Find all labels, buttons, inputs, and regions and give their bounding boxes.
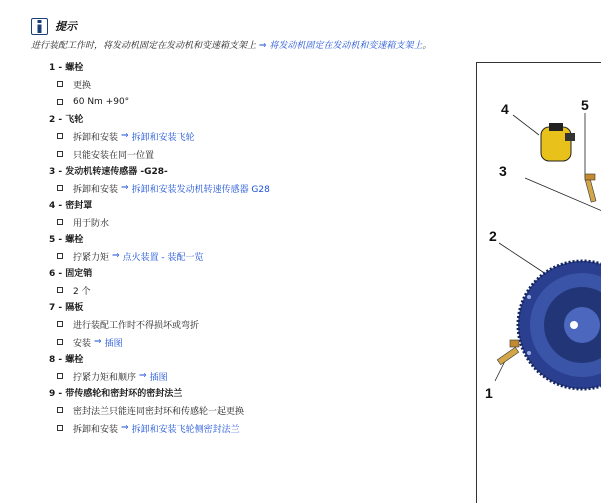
reference-arrow: ⇒ [121, 131, 129, 141]
reference-arrow: ⇒ [121, 423, 129, 433]
bullet-text: 拆卸和安装 [73, 132, 119, 143]
bullet-row [57, 318, 469, 330]
square-bullet-icon [57, 425, 63, 431]
square-bullet-icon [57, 99, 63, 105]
item-title: 8 - 螺栓 [49, 355, 84, 365]
note-title: 提示 [55, 20, 77, 33]
note-text-body: 进行装配工作时，将发动机固定在发动机和变速箱支架上 [31, 41, 257, 51]
bolt-5-icon [585, 174, 596, 202]
reference-arrow: ⇒ [112, 251, 120, 261]
square-bullet-icon [57, 81, 63, 87]
list-item [49, 62, 469, 108]
reference-link[interactable]: 拆卸和安装飞轮侧密封法兰 [131, 424, 240, 435]
reference-link[interactable]: 插图 [104, 338, 123, 349]
reference-link[interactable]: 插图 [149, 372, 168, 383]
item-title: 5 - 螺栓 [49, 235, 84, 245]
note-box [31, 16, 591, 51]
info-icon [31, 18, 48, 35]
bullet-row [57, 284, 469, 296]
bullet-text: 进行装配工作时不得损坏或弯折 [73, 320, 200, 331]
note-arrow: ⇒ [258, 41, 267, 51]
bolt-1-icon [497, 340, 519, 365]
bullet-row [57, 336, 469, 348]
note-text [31, 38, 591, 51]
item-title: 3 - 发动机转速传感器 -G28- [49, 167, 168, 177]
bullet-row [57, 130, 469, 142]
list-item [49, 166, 469, 194]
callout-5: 5 [581, 97, 589, 113]
note-link[interactable]: 将发动机固定在发动机和变速箱支架上 [269, 41, 423, 51]
list-item [49, 114, 469, 160]
item-title: 7 - 隔板 [49, 303, 84, 313]
bullet-text: 拧紧力矩和顺序 [73, 372, 137, 383]
bullet-row [57, 422, 469, 434]
item-title: 1 - 螺栓 [49, 63, 84, 73]
item-title: 9 - 带传感轮和密封环的密封法兰 [49, 389, 183, 399]
list-item [49, 200, 469, 228]
bullet-text: 拆卸和安装 [73, 184, 119, 195]
bullet-row [57, 182, 469, 194]
item-title: 2 - 飞轮 [49, 115, 84, 125]
item-title: 6 - 固定销 [49, 269, 93, 279]
square-bullet-icon [57, 219, 63, 225]
note-header [31, 16, 591, 36]
reference-link[interactable]: 拆卸和安装飞轮 [131, 132, 195, 143]
bullet-text: 2 个 [73, 286, 91, 297]
square-bullet-icon [57, 185, 63, 191]
square-bullet-icon [57, 373, 63, 379]
square-bullet-icon [57, 151, 63, 157]
bullet-text: 60 Nm +90° [73, 97, 130, 107]
bullet-text: 只能安装在同一位置 [73, 150, 155, 161]
callout-1: 1 [485, 385, 493, 401]
speed-sensor-icon [541, 123, 575, 161]
list-item [49, 388, 469, 434]
square-bullet-icon [57, 287, 63, 293]
reference-arrow: ⇒ [121, 183, 129, 193]
square-bullet-icon [57, 407, 63, 413]
bullet-row [57, 96, 469, 108]
bullet-row [57, 148, 469, 160]
leader-4 [513, 115, 539, 135]
callout-4: 4 [501, 101, 509, 117]
reference-arrow: ⇒ [94, 337, 102, 347]
flywheel-icon [518, 261, 601, 389]
square-bullet-icon [57, 339, 63, 345]
list-item [49, 354, 469, 382]
bullet-text: 密封法兰只能连同密封环和传感轮一起更换 [73, 406, 245, 417]
square-bullet-icon [57, 253, 63, 259]
bullet-row [57, 250, 469, 262]
reference-link[interactable]: 拆卸和安装发动机转速传感器 G28 [131, 184, 270, 195]
item-title: 4 - 密封罩 [49, 201, 93, 211]
list-item [49, 268, 469, 296]
bullet-text: 拧紧力矩 [73, 252, 110, 263]
list-item [49, 234, 469, 262]
bullet-text: 用于防水 [73, 218, 110, 229]
bullet-text: 更换 [73, 80, 92, 91]
callout-2: 2 [489, 228, 497, 244]
bullet-text: 拆卸和安装 [73, 424, 119, 435]
reference-link[interactable]: 点火装置 - 装配一览 [122, 252, 204, 263]
bullet-text: 安装 [73, 338, 92, 349]
square-bullet-icon [57, 133, 63, 139]
square-bullet-icon [57, 321, 63, 327]
reference-arrow: ⇒ [139, 371, 147, 381]
bullet-row [57, 404, 469, 416]
callout-3: 3 [499, 163, 507, 179]
list-item [49, 302, 469, 348]
bullet-row [57, 78, 469, 90]
note-text-end: 。 [422, 41, 432, 51]
parts-list [49, 62, 469, 440]
bullet-row [57, 216, 469, 228]
figure-drawing [477, 63, 601, 503]
bullet-row [57, 370, 469, 382]
exploded-figure [476, 62, 601, 503]
